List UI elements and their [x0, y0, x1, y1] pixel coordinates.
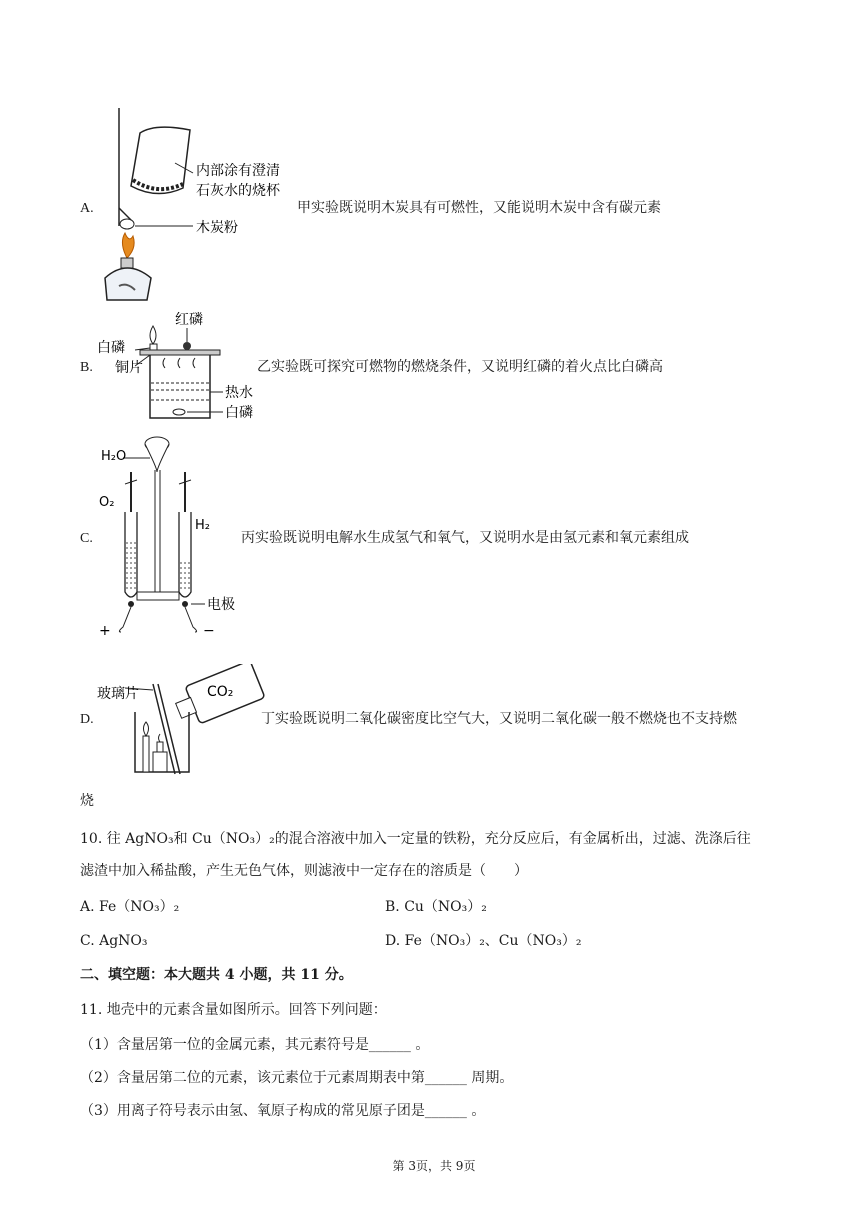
q11-intro: 11. 地壳中的元素含量如图所示。回答下列问题： [80, 1002, 387, 1018]
fig-c-label-minus: − [203, 623, 215, 639]
q10-option-b: B. Cu（NO₃）₂ [385, 899, 487, 915]
figure-d-co2-pouring [95, 664, 275, 779]
page-footer: 第 3页，共 9页 [392, 1159, 476, 1173]
fig-c-label-h2o: H₂O [101, 449, 127, 464]
q11-part1: （1）含量居第一位的金属元素，其元素符号是______ 。 [80, 1037, 430, 1053]
figure-c-water-electrolysis [95, 432, 245, 642]
figure-a-charcoal-combustion [95, 108, 295, 308]
fig-b-label-copper: 铜片 [115, 360, 143, 376]
q11-part3: （3）用离子符号表示由氢、氧原子构成的常见原子团是______ 。 [80, 1103, 486, 1119]
fig-b-label-white-phosphorus-top: 白磷 [97, 340, 125, 356]
option-c-text: 丙实验既说明电解水生成氢气和氧气，又说明水是由氢元素和氧元素组成 [241, 530, 689, 546]
fig-c-label-electrode: 电极 [207, 597, 235, 613]
q10-stem-line2: 滤渣中加入稀盐酸，产生无色气体，则滤液中一定存在的溶质是（ ） [80, 863, 528, 879]
option-c-letter: C. [80, 531, 93, 546]
option-a-letter: A. [80, 201, 94, 216]
fig-d-label-co2: CO₂ [207, 684, 234, 700]
fig-a-label-charcoal: 木炭粉 [196, 220, 238, 236]
q10-option-c: C. AgNO₃ [80, 933, 148, 949]
option-d-letter: D. [80, 712, 94, 727]
q10-option-d: D. Fe（NO₃）₂、Cu（NO₃）₂ [385, 933, 582, 949]
fig-b-label-hot-water: 热水 [225, 385, 253, 401]
option-a-text: 甲实验既说明木炭具有可燃性，又能说明木炭中含有碳元素 [297, 200, 661, 216]
fig-a-label-beaker-line1: 内部涂有澄清 [196, 163, 280, 179]
option-b-letter: B. [80, 360, 93, 375]
option-b-text: 乙实验既可探究可燃物的燃烧条件，又说明红磷的着火点比白磷高 [257, 359, 663, 375]
q10-option-a: A. Fe（NO₃）₂ [80, 899, 180, 915]
fig-c-label-h2: H₂ [195, 518, 210, 533]
fig-b-label-white-phosphorus-bottom: 白磷 [225, 405, 253, 421]
q10-stem-line1: 10. 往 AgNO₃和 Cu（NO₃）₂的混合溶液中加入一定量的铁粉，充分反应后，有金属析出，过滤、洗涤后往 [80, 831, 751, 847]
fig-d-label-glass-sheet: 玻璃片 [97, 686, 139, 702]
option-d-text-continued: 烧 [80, 793, 94, 809]
fig-c-label-o2: O₂ [99, 495, 115, 510]
figure-b-phosphorus-combustion [95, 308, 265, 426]
q11-part2: （2）含量居第二位的元素，该元素位于元素周期表中第______ 周期。 [80, 1070, 514, 1086]
fig-a-label-beaker-line2: 石灰水的烧杯 [196, 183, 280, 199]
section-heading-fill-blank: 二、填空题：本大题共 4 小题，共 11 分。 [80, 967, 353, 983]
option-d-text: 丁实验既说明二氧化碳密度比空气大，又说明二氧化碳一般不燃烧也不支持燃 [261, 711, 737, 727]
fig-c-label-plus: + [99, 623, 111, 639]
fig-b-label-red-phosphorus: 红磷 [175, 312, 203, 328]
